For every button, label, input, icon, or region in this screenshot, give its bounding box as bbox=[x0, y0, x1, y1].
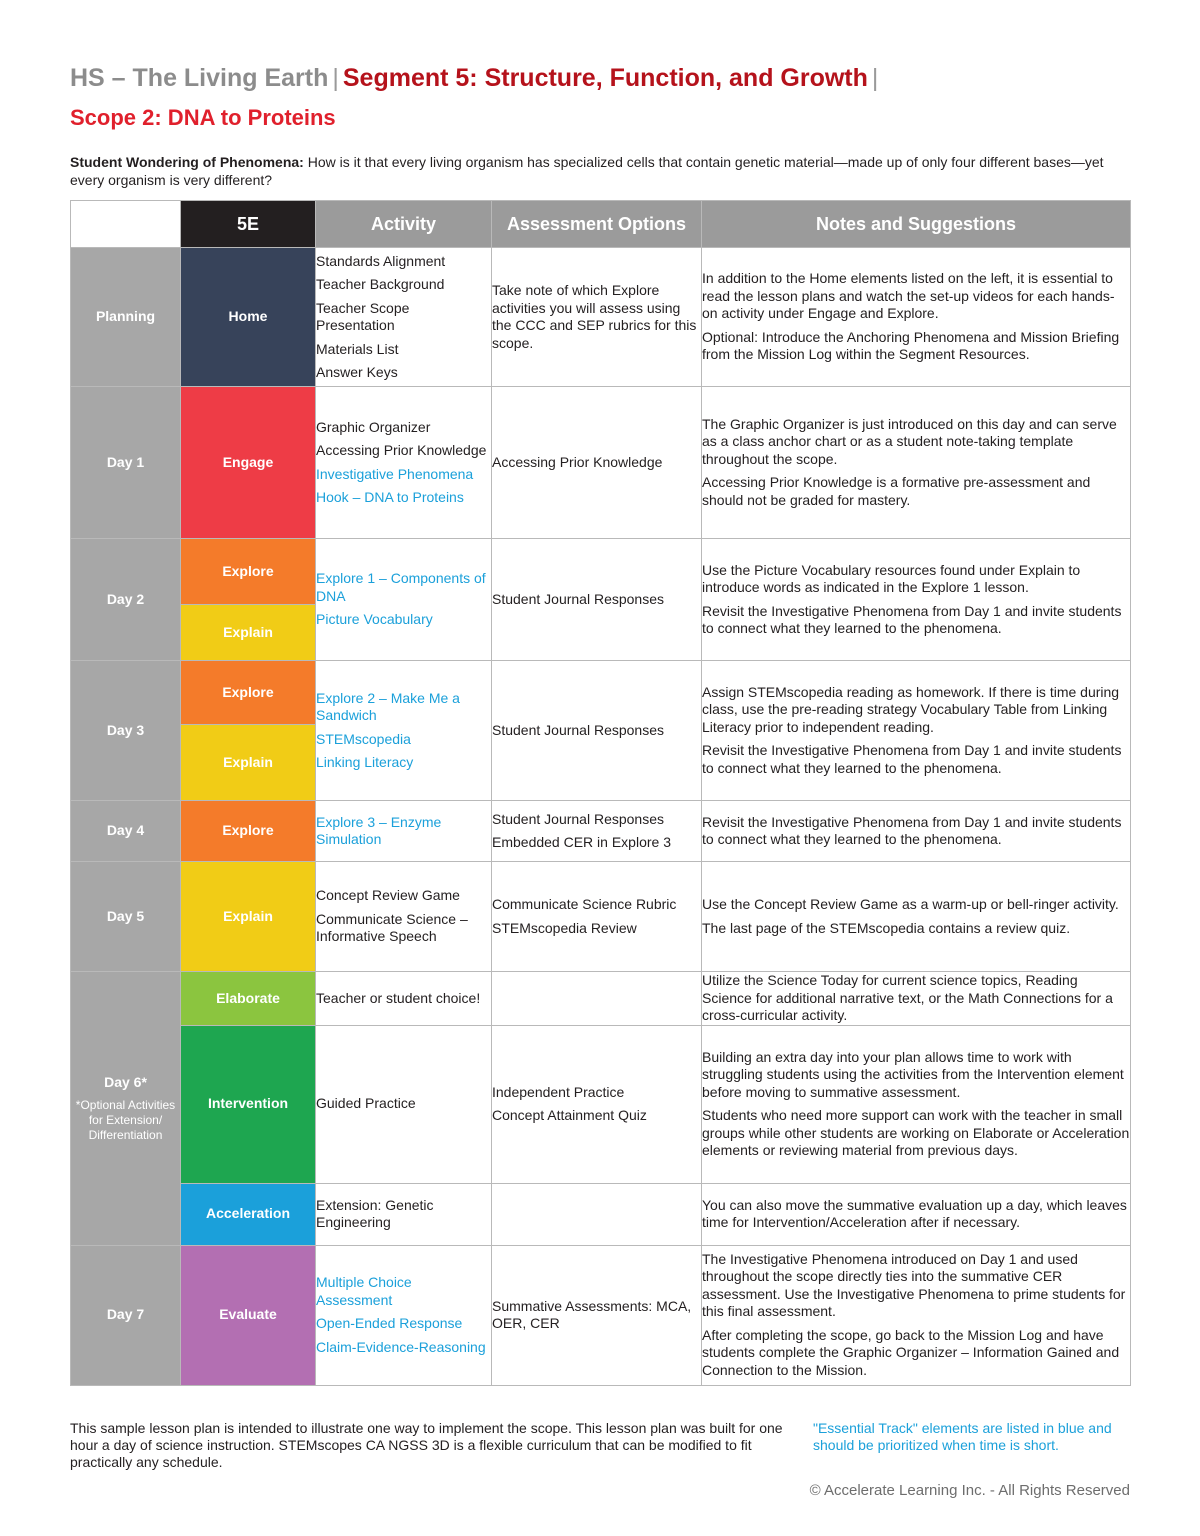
table-header-row bbox=[71, 201, 1131, 248]
note-paragraph: The Graphic Organizer is just introduced on this day and can serve as a class anchor chart or as a student note-taking template throughout the scope. bbox=[702, 415, 1117, 467]
activity-cell bbox=[316, 248, 492, 387]
note-paragraph: Utilize the Science Today for current science topics, Reading Science for additional narrative text, or the Math Connections for a cross-curricular activity. bbox=[702, 972, 1113, 1023]
day-5: Day 5 bbox=[71, 862, 181, 972]
activity-item: Communicate Science – Informative Speech bbox=[316, 910, 468, 945]
phase-home: Home bbox=[181, 248, 316, 387]
phase-explain: Explain bbox=[181, 725, 316, 801]
essential-activity-item: Explore 3 – Enzyme Simulation bbox=[316, 813, 442, 847]
title-divider: | bbox=[332, 64, 339, 92]
day-6-label: Day 6* bbox=[104, 1074, 147, 1090]
note-paragraph: Use the Picture Vocabulary resources found under Explain to introduce words as indicated in the Explore 1 lesson. bbox=[702, 561, 1081, 595]
header-assessment: Assessment Options bbox=[492, 201, 702, 248]
activity-cell bbox=[316, 1025, 492, 1183]
essential-activity-item: Explore 2 – Make Me a Sandwich bbox=[316, 689, 460, 723]
assessment-cell bbox=[492, 1245, 702, 1385]
essential-activity-item: Explore 1 – Components of DNA bbox=[316, 570, 486, 604]
assessment-item: Communicate Science Rubric bbox=[492, 896, 677, 912]
assessment-item: Summative Assessments: MCA, OER, CER bbox=[492, 1297, 692, 1331]
note-paragraph: Optional: Introduce the Anchoring Phenomena and Mission Briefing from the Mission Log within the Segment Resources. bbox=[702, 328, 1120, 363]
table-row bbox=[71, 1183, 1131, 1245]
essential-track-note: "Essential Track" elements are listed in blue and should be prioritized when time is short. bbox=[813, 1420, 1112, 1453]
day-planning: Planning bbox=[71, 248, 181, 387]
assessment-item: Concept Attainment Quiz bbox=[492, 1107, 647, 1123]
essential-activity-item: Multiple Choice Assessment bbox=[316, 1274, 412, 1308]
phase-intervention: Intervention bbox=[181, 1025, 316, 1183]
activity-cell bbox=[316, 1245, 492, 1385]
note-paragraph: Building an extra day into your plan allows time to work with struggling students using the activities from the Intervention element before moving to summative assessment. bbox=[702, 1048, 1124, 1100]
essential-activity-item: Linking Literacy bbox=[316, 754, 414, 770]
notes-cell bbox=[702, 248, 1131, 387]
notes-cell bbox=[702, 801, 1131, 862]
title-divider: | bbox=[871, 64, 879, 92]
activity-item: Extension: Genetic Engineering bbox=[316, 1196, 434, 1230]
day-2: Day 2 bbox=[71, 539, 181, 661]
assessment-cell bbox=[492, 248, 702, 387]
segment-title: Segment 5: Structure, Function, and Growth bbox=[342, 64, 868, 92]
footer-note: This sample lesson plan is intended to illustrate one way to implement the scope. This lesson plan was built for one hour a day of science instruction. STEMscopes CA NGSS 3D is a flexible curriculum that can be modified to fit practically any schedule. bbox=[70, 1420, 783, 1470]
phase-evaluate: Evaluate bbox=[181, 1245, 316, 1385]
phase-acceleration: Acceleration bbox=[181, 1183, 316, 1245]
activity-cell bbox=[316, 862, 492, 972]
essential-activity-item: Hook – DNA to Proteins bbox=[316, 489, 464, 505]
note-paragraph: In addition to the Home elements listed on the left, it is essential to read the lesson plans and watch the set-up videos for each hands-on activity under Engage and Explore. bbox=[702, 270, 1115, 322]
table-row bbox=[71, 661, 1131, 725]
day-3: Day 3 bbox=[71, 661, 181, 801]
essential-activity-item: Claim-Evidence-Reasoning bbox=[316, 1338, 486, 1355]
assessment-cell bbox=[492, 1183, 702, 1245]
notes-cell bbox=[702, 387, 1131, 539]
table-row bbox=[71, 972, 1131, 1026]
note-paragraph: The last page of the STEMscopedia contains a review quiz. bbox=[702, 919, 1071, 936]
activity-cell bbox=[316, 1183, 492, 1245]
day-6 bbox=[71, 972, 181, 1246]
header-5e: 5E bbox=[181, 201, 316, 248]
day-1: Day 1 bbox=[71, 387, 181, 539]
assessment-item: Student Journal Responses bbox=[492, 721, 664, 738]
essential-activity-item: Picture Vocabulary bbox=[316, 611, 433, 628]
activity-item: Graphic Organizer bbox=[316, 418, 431, 435]
phase-engage: Engage bbox=[181, 387, 316, 539]
note-paragraph: Use the Concept Review Game as a warm-up or bell-ringer activity. bbox=[702, 896, 1119, 912]
note-paragraph: You can also move the summative evaluation up a day, which leaves time for Intervention/Acceleration after if necessary. bbox=[702, 1196, 1127, 1230]
table-row bbox=[71, 862, 1131, 972]
note-paragraph: Revisit the Investigative Phenomena from Day 1 and invite students to connect what they learned to the phenomena. bbox=[702, 742, 1122, 776]
lesson-plan-table bbox=[70, 200, 1131, 1386]
phase-elaborate: Elaborate bbox=[181, 972, 316, 1026]
notes-cell bbox=[702, 539, 1131, 661]
table-row bbox=[71, 387, 1131, 539]
header-blank bbox=[71, 201, 181, 248]
note-paragraph: Assign STEMscopedia reading as homework. If there is time during class, use the pre-reading strategy Vocabulary Table from Linking Literacy prior to independent reading. bbox=[702, 683, 1120, 735]
table-row bbox=[71, 1025, 1131, 1183]
phase-explore: Explore bbox=[181, 661, 316, 725]
scope-title: Scope 2: DNA to Proteins bbox=[70, 105, 336, 130]
assessment-cell bbox=[492, 972, 702, 1026]
student-wondering bbox=[70, 153, 1130, 189]
day-6-note: *Optional Activities for Extension/ Differentiation bbox=[75, 1097, 176, 1142]
assessment-cell bbox=[492, 801, 702, 862]
assessment-item: Take note of which Explore activities you will assess using the CCC and SEP rubrics for this scope. bbox=[492, 282, 697, 351]
day-7: Day 7 bbox=[71, 1245, 181, 1385]
activity-cell bbox=[316, 661, 492, 801]
activity-cell bbox=[316, 972, 492, 1026]
essential-activity-item: Open-Ended Response bbox=[316, 1315, 463, 1331]
assessment-cell bbox=[492, 1025, 702, 1183]
assessment-item: Independent Practice bbox=[492, 1083, 625, 1100]
assessment-item: Student Journal Responses bbox=[492, 590, 664, 607]
table-row bbox=[71, 801, 1131, 862]
activity-item: Teacher Scope Presentation bbox=[316, 299, 410, 333]
notes-cell bbox=[702, 1245, 1131, 1385]
note-paragraph: Revisit the Investigative Phenomena from Day 1 and invite students to connect what they learned to the phenomena. bbox=[702, 602, 1122, 636]
notes-cell bbox=[702, 1025, 1131, 1183]
assessment-item: Embedded CER in Explore 3 bbox=[492, 834, 671, 850]
activity-item: Concept Review Game bbox=[316, 887, 460, 904]
assessment-cell bbox=[492, 862, 702, 972]
essential-activity-item: STEMscopedia bbox=[316, 730, 411, 747]
assessment-cell bbox=[492, 387, 702, 539]
activity-item: Standards Alignment bbox=[316, 252, 446, 269]
assessment-item: Accessing Prior Knowledge bbox=[492, 453, 663, 470]
note-paragraph: After completing the scope, go back to the Mission Log and have students complete the Graphic Organizer – Information Gained and Connection to the Mission. bbox=[702, 1326, 1120, 1378]
wondering-label: Student Wondering of Phenomena: bbox=[70, 154, 304, 170]
essential-activity-item: Investigative Phenomena bbox=[316, 465, 474, 482]
note-paragraph: Revisit the Investigative Phenomena from Day 1 and invite students to connect what they learned to the phenomena. bbox=[702, 813, 1122, 847]
activity-item: Teacher or student choice! bbox=[316, 989, 481, 1006]
activity-item: Teacher Background bbox=[316, 276, 445, 292]
assessment-cell bbox=[492, 661, 702, 801]
copyright: © Accelerate Learning Inc. - All Rights Reserved bbox=[809, 1482, 1130, 1499]
activity-cell bbox=[316, 539, 492, 661]
phase-explain: Explain bbox=[181, 605, 316, 661]
assessment-item: Student Journal Responses bbox=[492, 810, 664, 827]
activity-item: Accessing Prior Knowledge bbox=[316, 442, 487, 458]
table-row bbox=[71, 1245, 1131, 1385]
notes-cell bbox=[702, 1183, 1131, 1245]
activity-item: Guided Practice bbox=[316, 1095, 416, 1112]
note-paragraph: The Investigative Phenomena introduced on Day 1 and used throughout the scope directly ties into the summative CER assessment. Use the Investigative Phenomena to prime students for this final assessment. bbox=[702, 1250, 1126, 1320]
table-row bbox=[71, 248, 1131, 387]
activity-item: Answer Keys bbox=[316, 364, 398, 380]
header-notes: Notes and Suggestions bbox=[702, 201, 1131, 248]
note-paragraph: Accessing Prior Knowledge is a formative pre-assessment and should not be graded for mastery. bbox=[702, 474, 1091, 508]
course-title: HS – The Living Earth bbox=[70, 64, 329, 92]
assessment-item: STEMscopedia Review bbox=[492, 919, 637, 936]
activity-cell bbox=[316, 801, 492, 862]
page-title bbox=[70, 64, 882, 93]
notes-cell bbox=[702, 972, 1131, 1026]
table-row bbox=[71, 539, 1131, 605]
phase-explore: Explore bbox=[181, 539, 316, 605]
note-paragraph: Students who need more support can work with the teacher in small groups while other students are working on Elaborate or Acceleration elements or reviewing material from previous days. bbox=[702, 1107, 1130, 1158]
phase-explore: Explore bbox=[181, 801, 316, 862]
activity-cell bbox=[316, 387, 492, 539]
notes-cell bbox=[702, 661, 1131, 801]
wondering-text: How is it that every living organism has specialized cells that contain genetic material—made up of only four different bases—yet every organism is very different? bbox=[70, 154, 1104, 188]
header-activity: Activity bbox=[316, 201, 492, 248]
assessment-cell bbox=[492, 539, 702, 661]
activity-item: Materials List bbox=[316, 340, 399, 357]
notes-cell bbox=[702, 862, 1131, 972]
day-4: Day 4 bbox=[71, 801, 181, 862]
phase-explain: Explain bbox=[181, 862, 316, 972]
